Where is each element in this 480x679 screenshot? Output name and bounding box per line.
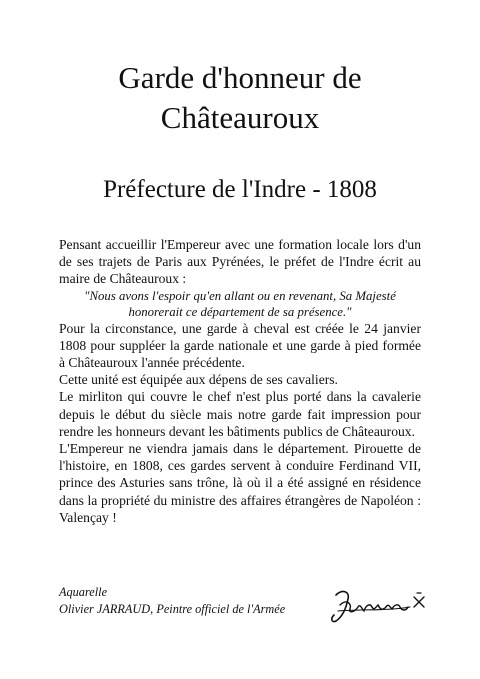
page-subtitle: Préfecture de l'Indre - 1808	[103, 176, 377, 203]
credit-artist: Olivier JARRAUD, Peintre officiel de l'Armée	[59, 601, 286, 616]
artwork-credit	[59, 584, 285, 617]
paragraph-equipment: Cette unité est équipée aux dépens de ses cavaliers.	[59, 372, 338, 388]
title-line-2: Châteauroux	[160, 100, 320, 135]
page-title	[0, 58, 480, 138]
paragraph-mirliton: Le mirliton qui couvre le chef n'est plus porté dans la cavalerie depuis le début du siècle mais notre garde fait impression pour rendre les honneurs devant les bâtiments publics de Châteauroux.	[59, 389, 421, 439]
body-text	[59, 236, 421, 526]
artist-signature	[328, 585, 438, 627]
paragraph-intro: Pensant accueillir l'Empereur avec une formation locale lors d'un de ses trajets de Paris aux Pyrénées, le préfet de l'Indre écrit au maire de Châteauroux :	[59, 237, 421, 287]
paragraph-creation: Pour la circonstance, une garde à cheval est créée le 24 janvier 1808 pour suppléer la garde nationale et une garde à pied formée à Châteauroux l'année précédente.	[59, 320, 421, 371]
title-line-1: Garde d'honneur de	[118, 60, 362, 95]
paragraph-history: L'Empereur ne viendra jamais dans le département. Pirouette de l'histoire, en 1808, ces gardes servent à conduire Ferdinand VII, prince des Asturies sans trône, là où il a été assigné en résidence dans la propriété du ministre des affaires étrangères de Napoléon : Valençay !	[59, 441, 421, 525]
prefect-quote: "Nous avons l'espoir qu'en allant ou en revenant, Sa Majesté honorerait ce département de sa présence."	[84, 288, 396, 319]
credit-medium: Aquarelle	[59, 585, 108, 599]
